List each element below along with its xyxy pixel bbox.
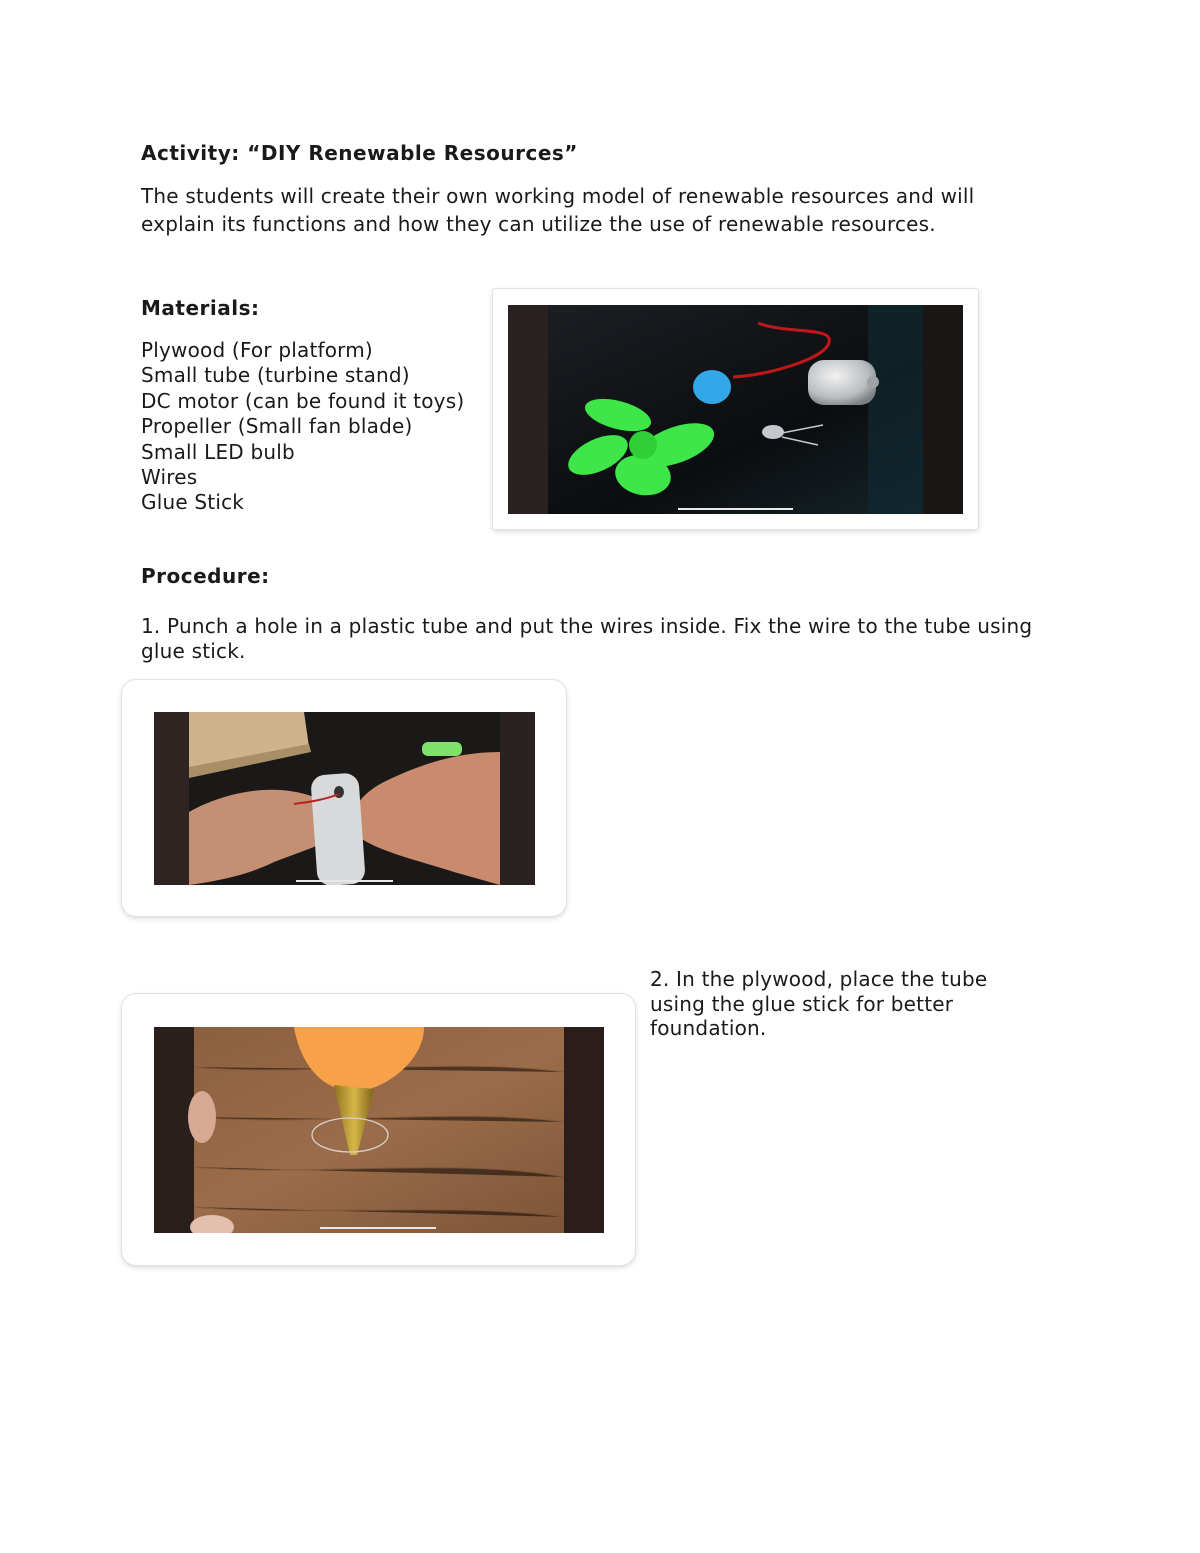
material-item: Plywood (For platform) <box>141 338 373 362</box>
blue-hub-shape <box>693 370 731 404</box>
material-item: Small LED bulb <box>141 439 295 464</box>
material-item: Glue Stick <box>141 490 245 515</box>
step1-photo <box>154 712 535 885</box>
activity-title: Activity: “DIY Renewable Resources” <box>141 141 578 165</box>
materials-photo <box>508 305 963 514</box>
material-item: Wires <box>141 465 198 490</box>
materials-list <box>141 338 464 516</box>
material-item: Propeller (Small fan blade) <box>141 414 413 439</box>
activity-intro: The students will create their own working model of renewable resources and will explain its functions and how they can utilize the use of renewable resources. <box>141 184 975 236</box>
procedure-heading: Procedure: <box>141 564 270 588</box>
material-item: Small tube (turbine stand) <box>141 363 410 388</box>
dc-motor-shape <box>808 360 876 405</box>
procedure-step-2: 2. In the plywood, place the tube using the glue stick for better foundation. <box>650 967 988 1041</box>
material-item: DC motor (can be found it toys) <box>141 388 465 413</box>
materials-heading: Materials: <box>141 296 260 320</box>
step2-photo <box>154 1027 604 1233</box>
procedure-step-1: 1. Punch a hole in a plastic tube and put the wires inside. Fix the wire to the tube using glue stick. <box>141 614 1033 663</box>
